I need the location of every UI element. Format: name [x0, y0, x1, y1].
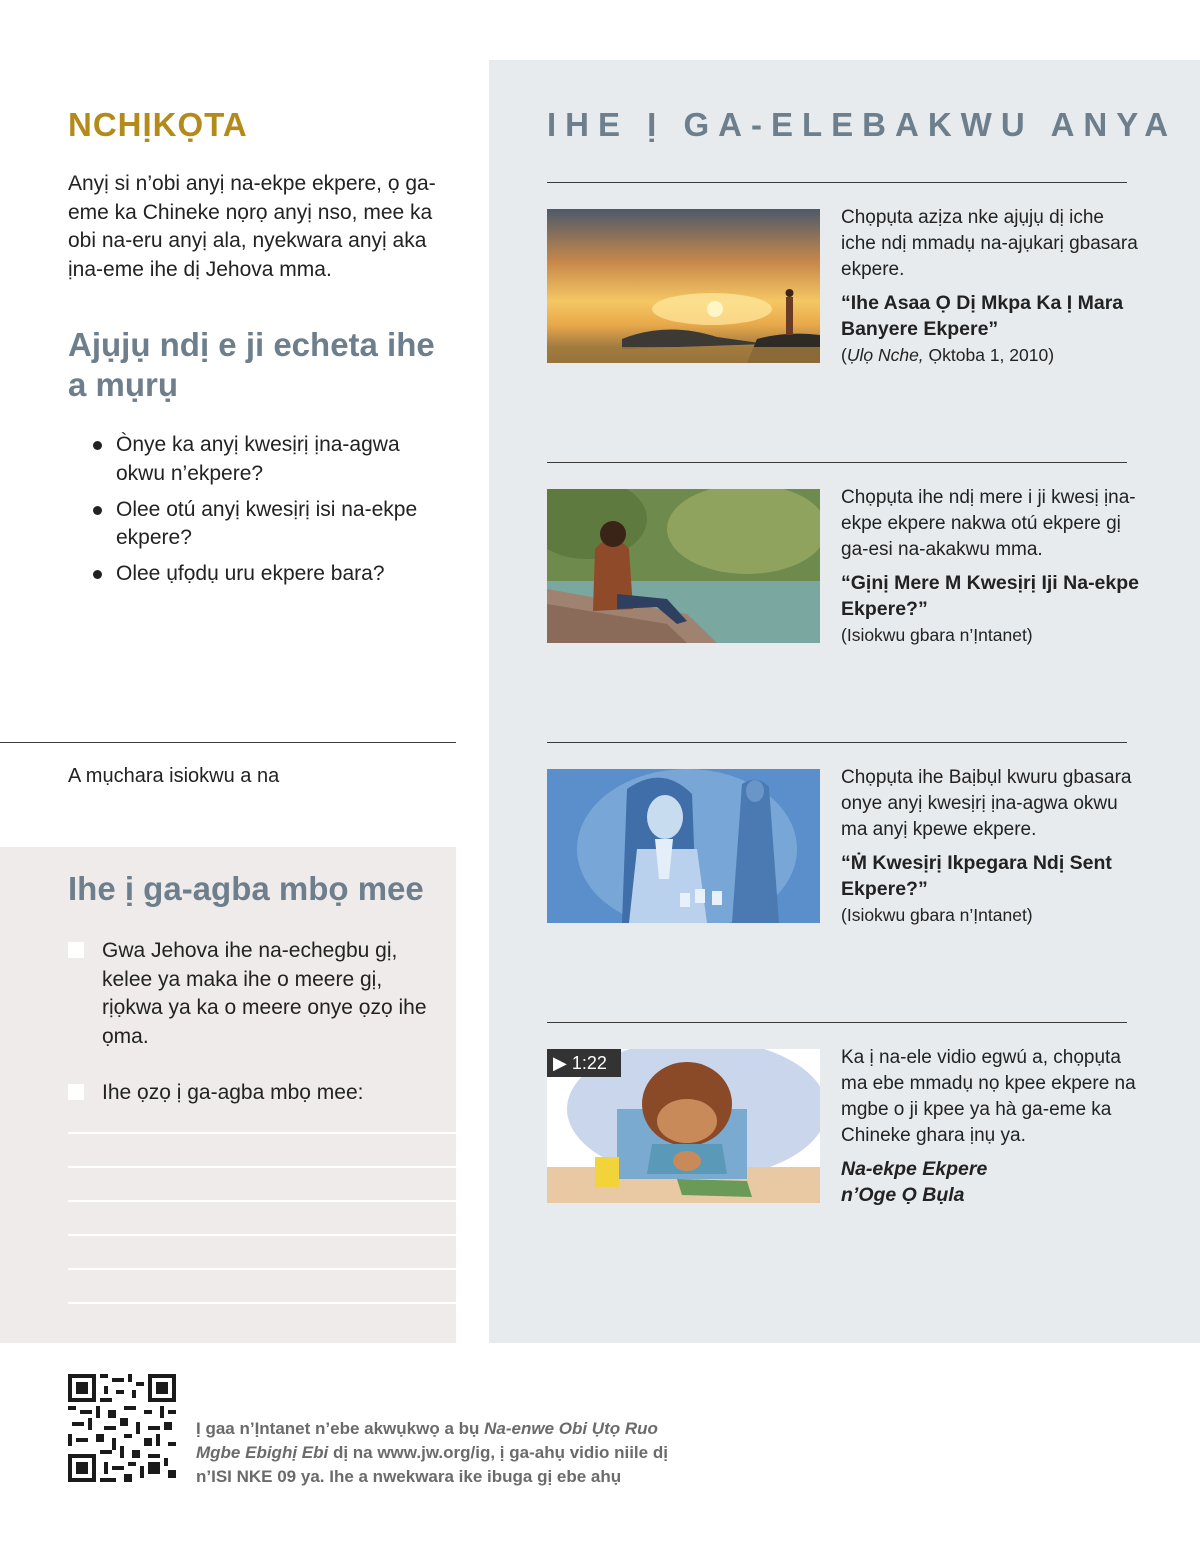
list-item [90, 431, 450, 488]
sunset-person-on-rock-image[interactable] [547, 209, 820, 363]
item-block-2 [841, 485, 1141, 648]
item-description: Chọpụta azịza nke ajụjụ dị iche iche ndị mmadụ na-ajụkarị gbasara ekpere. [841, 207, 1138, 280]
checkbox[interactable] [68, 1084, 84, 1100]
item-description: Ka ị na-ele vidio egwú a, chọpụta ma ebe mmadụ nọ kpee ekpere na mgbe o ji kpee ya hà ga-eme ka Chineke ghara ịnụ ya. [841, 1047, 1136, 1146]
completion-note: A mụchara isiokwu a na [68, 765, 280, 787]
item-divider [547, 1022, 1127, 1023]
footer-text [196, 1417, 696, 1489]
issue-date: Ọktoba 1, 2010) [923, 345, 1055, 365]
item-divider [547, 182, 1127, 183]
woman-praying-to-statue-image[interactable] [547, 769, 820, 923]
other-goal-checkbox-row [68, 1079, 438, 1108]
question-text: Olee ụfọdụ uru ekpere bara? [116, 562, 385, 585]
article-title-link[interactable]: “Gịnị Mere M Kwesịrị Iji Na-ekpe Ekpere?” [841, 572, 1140, 620]
question-text: Olee otú anyị kwesịrị isi na-ekpe ekpere? [116, 497, 418, 549]
woman-sitting-by-water-image[interactable] [547, 489, 820, 643]
writing-line[interactable] [68, 1200, 456, 1202]
review-questions-list [90, 431, 450, 596]
question-text: Ònye ka anyị kwesịrị ịna-agwa okwu n’ekpere? [116, 433, 400, 485]
magazine-name: Ụlọ Nche, [846, 345, 924, 365]
footer-text-part: dị na www.jw.org/ig, ị ga-ahụ vidio niile dị n’ISI NKE 09 ya. Ihe a nwekwara ike ibuga gị ebe ahụ [196, 1443, 668, 1486]
writing-line[interactable] [68, 1132, 456, 1134]
goal-text: Gwa Jehova ihe na-echegbu gị, kelee ya maka ihe o meere gị, rịọkwa ya ka o meere onye ọzọ ihe ọma. [102, 939, 427, 1048]
summary-heading: NCHỊKỌTA [68, 106, 248, 143]
checkbox[interactable] [68, 942, 84, 958]
item-block-1 [841, 205, 1141, 368]
bullet-icon [93, 570, 102, 579]
item-block-4 [841, 1045, 1141, 1208]
item-source: (Ụlọ Nche, Ọktoba 1, 2010) [841, 345, 1055, 365]
action-heading: Ihe ị ga-agba mbọ mee [68, 870, 424, 907]
list-item [90, 560, 450, 589]
item-description: Chọpụta ihe Baịbụl kwuru gbasara onye anyị kwesịrị ịna-agwa okwu ma anyị kpewe ekpere. [841, 767, 1132, 840]
item-divider [547, 742, 1127, 743]
item-source: (Isiokwu gbara n’Ịntanet) [841, 625, 1033, 645]
item-block-3 [841, 765, 1141, 928]
bullet-icon [93, 441, 102, 450]
writing-line[interactable] [68, 1166, 456, 1168]
item-divider [547, 462, 1127, 463]
section-divider [0, 742, 456, 743]
review-questions-heading: Ajụjụ ndị e ji echeta ihe a mụrụ [68, 326, 435, 403]
writing-line[interactable] [68, 1268, 456, 1270]
item-description: Chọpụta ihe ndị mere i ji kwesị ịna-ekpe ekpere nakwa otú ekpere gị ga-esi na-akakwu mma. [841, 487, 1136, 560]
goal-checkbox-row [68, 937, 438, 1051]
writing-line[interactable] [68, 1234, 456, 1236]
list-item [90, 496, 450, 553]
footer-text-part: Ị gaa n’Ịntanet n’ebe akwụkwọ a bụ [196, 1419, 485, 1438]
article-title-link[interactable]: “Ihe Asaa Ọ Dị Mkpa Ka Ị Mara Banyere Ekpere” [841, 292, 1124, 340]
summary-text: Anyị si n’obi anyị na-ekpe ekpere, ọ ga-eme ka Chineke nọrọ anyị nso, mee ka obi na-eru anyị ala, nyekwara anyị aka ịna-eme ihe dị Jehova mma. [68, 172, 436, 281]
qr-code-icon[interactable] [68, 1374, 176, 1482]
item-source: (Isiokwu gbara n’Ịntanet) [841, 905, 1033, 925]
video-duration-badge[interactable]: ▶ 1:22 [547, 1049, 621, 1077]
further-reading-heading: IHE Ị GA-ELEBAKWU ANYA [547, 106, 1178, 143]
goal-text: Ihe ọzọ ị ga-agba mbọ mee: [102, 1081, 364, 1104]
writing-line[interactable] [68, 1302, 456, 1304]
bullet-icon [93, 506, 102, 515]
video-title-link[interactable]: Na-ekpe Ekpere n’Oge Ọ Bụla [841, 1158, 988, 1206]
article-title-link[interactable]: “Ṁ Kwesịrị Ikpegara Ndị Sent Ekpere?” [841, 852, 1112, 900]
book-title: Na-enwe Obi Ụtọ Ruo Mgbe Ebighị Ebi [196, 1419, 658, 1462]
